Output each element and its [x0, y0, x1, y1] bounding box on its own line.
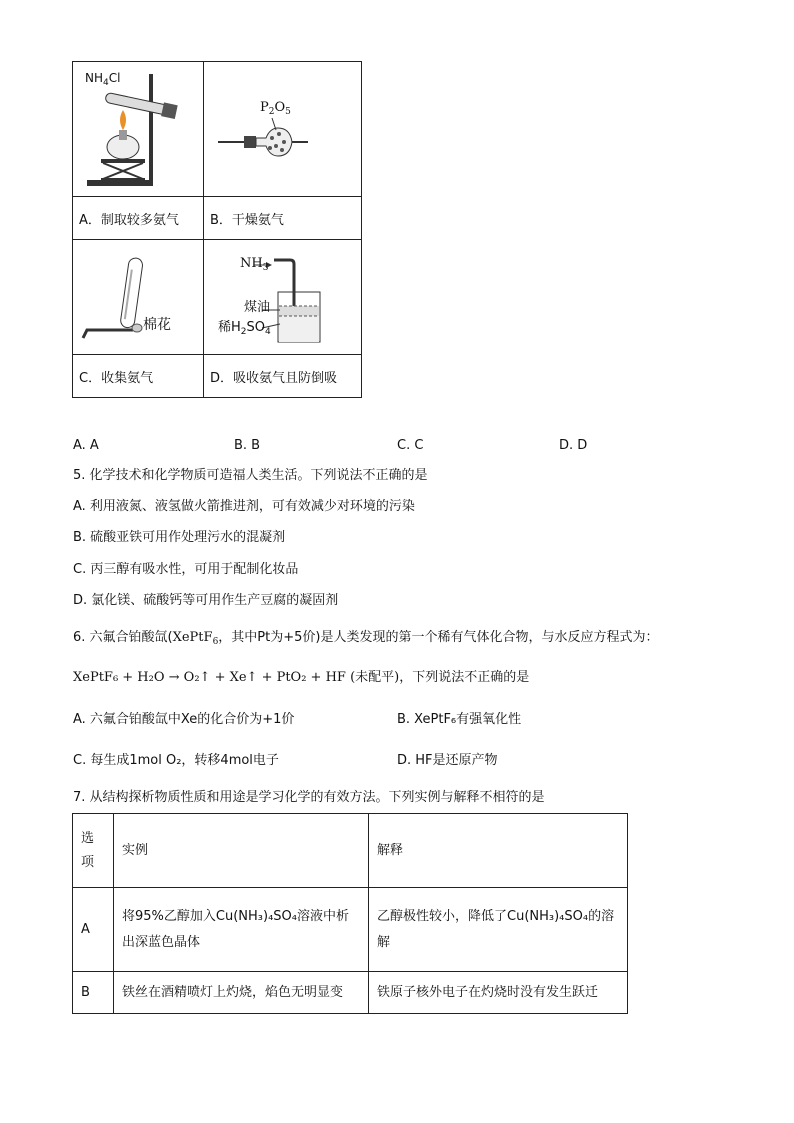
caption-c: C．收集氨气 — [73, 355, 204, 398]
q7-header-option: 选项 — [73, 814, 114, 888]
q4-option-c[interactable]: C. C — [397, 438, 424, 453]
q6-option-b[interactable]: B. XePtF₆有强氧化性 — [397, 712, 522, 727]
q7-row-b-explain: 铁原子核外电子在灼烧时没有发生跃迁 — [369, 972, 628, 1014]
drying-tube-icon — [204, 62, 355, 196]
label-kerosene: 煤油 — [244, 300, 271, 315]
q7-row-a-explain: 乙醇极性较小，降低了Cu(NH₃)₄SO₄的溶解 — [369, 888, 628, 972]
q6-option-c[interactable]: C. 每生成1mol O₂，转移4mol电子 — [73, 753, 279, 768]
apparatus-a-image: $NH_4Cl$ — [73, 62, 204, 197]
apparatus-d-image: $NH_3$ 煤油 稀$H_2SO_4$ — [204, 240, 362, 355]
label-nh3: NH — [240, 256, 263, 271]
label-dilute-acid: 稀H — [218, 320, 241, 335]
q7-header-explain: 解释 — [369, 814, 628, 888]
q6-equation: XePtF₆ + H₂O → O₂↑ + Xe↑ + PtO₂ + HF (未配平)，下列说法不正确的是 — [73, 670, 530, 685]
q4-option-b[interactable]: B. B — [234, 438, 261, 453]
q7-row-a-option: A — [73, 888, 114, 972]
caption-d: D．吸收氨气且防倒吸 — [204, 355, 362, 398]
label-nh4cl: NH — [85, 71, 103, 85]
q6-stem: 6. 六氟合铂酸氙(XePtF$_6$，其中Pt为+5价)是人类发现的第一个稀有气体化合物，与水反应方程式为： — [73, 630, 659, 647]
inverted-tube-icon — [73, 240, 197, 354]
q4-option-d[interactable]: D. D — [559, 438, 588, 453]
q7-row-b-example: 铁丝在酒精喷灯上灼烧，焰色无明显变 — [114, 972, 369, 1014]
q5-stem: 5. 化学技术和化学物质可造福人类生活。下列说法不正确的是 — [73, 468, 428, 483]
label-p2o5: P — [260, 100, 269, 115]
q7-row-b-option: B — [73, 972, 114, 1014]
q6-option-a[interactable]: A. 六氟合铂酸氙中Xe的化合价为+1价 — [73, 712, 295, 727]
q5-option-c[interactable]: C. 丙三醇有吸水性，可用于配制化妆品 — [73, 562, 299, 577]
apparatus-table — [72, 61, 362, 398]
q5-option-a[interactable]: A. 利用液氮、液氢做火箭推进剂，可有效减少对环境的污染 — [73, 499, 415, 514]
caption-b: B．干燥氨气 — [204, 197, 362, 240]
q5-option-d[interactable]: D. 氯化镁、硫酸钙等可用作生产豆腐的凝固剂 — [73, 593, 339, 608]
apparatus-b-image: $P_2O_5$ — [204, 62, 362, 197]
q5-option-b[interactable]: B. 硫酸亚铁可用作处理污水的混凝剂 — [73, 530, 286, 545]
q7-header-example: 实例 — [114, 814, 369, 888]
q4-option-a[interactable]: A. A — [73, 438, 99, 453]
label-cotton: 棉花 — [143, 317, 171, 333]
q6-option-d[interactable]: D. HF是还原产物 — [397, 753, 498, 768]
apparatus-c-image — [73, 240, 204, 355]
q7-table — [72, 813, 628, 1014]
caption-a: A．制取较多氨气 — [73, 197, 204, 240]
q7-row-a-example: 将95%乙醇加入Cu(NH₃)₄SO₄溶液中析出深蓝色晶体 — [114, 888, 369, 972]
q7-stem: 7. 从结构探析物质性质和用途是学习化学的有效方法。下列实例与解释不相符的是 — [73, 790, 545, 805]
